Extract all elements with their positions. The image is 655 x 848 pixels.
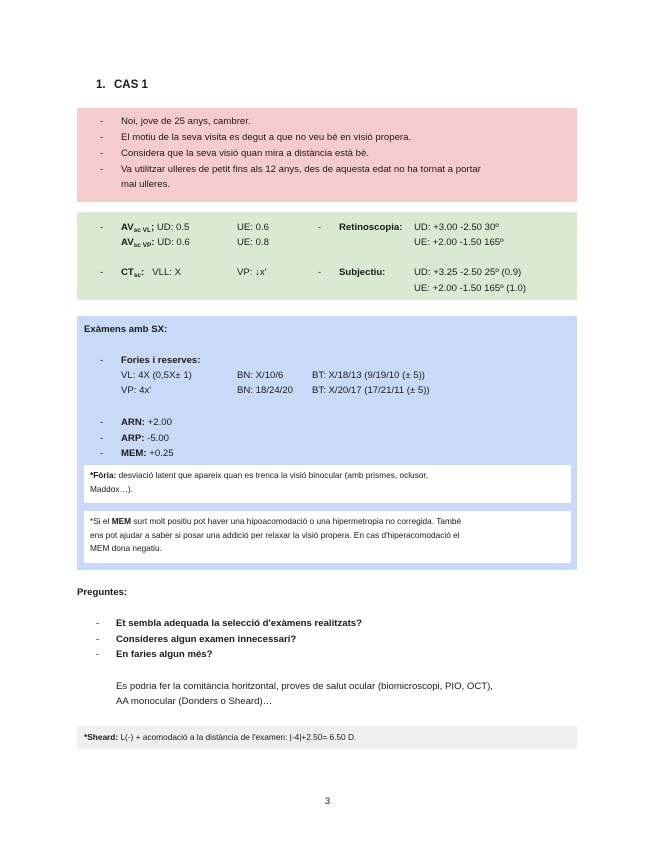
fories-vp-bn: BN: 18/24/20 [237,385,294,396]
section-number: 1. [96,79,106,91]
fories-vl-bn: BN: X/10/6 [237,370,284,381]
subjectiu-label: Subjectiu: [339,267,386,278]
case-line: Va utilitzar ulleres de petit fins als 12 anys, des de aquesta edat no ha tornat a portar [121,164,481,175]
av-vp-ue: UE: 0.8 [237,237,269,248]
ct-vp: VP: ↓x' [237,267,267,278]
mem-row: MEM: +0.25 [121,448,174,459]
fories-vp-bt: BT: X/20/17 (17/21/11 (± 5)) [312,385,430,396]
section-heading [96,79,148,91]
question-item: Et sembla adequada la selecció d'exàmens realitzats? [116,618,362,629]
subjectiu-ud: UD: +3.25 -2.50 25º (0.9) [414,267,522,278]
retinoscopia-label: Retinoscopia: [339,222,403,233]
questions-title: Preguntes: [77,587,128,598]
fories-vl: VL: 4X (0,5X± 1) [121,370,192,381]
question-item: En faries algun més? [116,649,213,660]
case-line: mai ulleres. [121,179,171,190]
ct-row: $CT_{sc}$: VLL: X [121,267,182,279]
answer-line: AA monocular (Donders o Sheard)… [116,696,273,707]
retinoscopia-ud: UD: +3.00 -2.50 30º [414,222,499,233]
av-vl-ue: UE: 0.6 [237,222,269,233]
retinoscopia-ue: UE: +2.00 -1.50 165º [414,237,504,248]
foria-note: *Fòria: desviació latent que apareix quan es trenca la visió binocular (amb prismes, oclusor, Maddox…). [84,465,571,503]
page-number: 3 [324,796,331,807]
answer-line: Es podria fer la comitància horitzontal, proves de salut ocular (biomicroscopi, PIO, OCT), [116,681,493,692]
arp-row: ARP: -5.00 [121,433,169,444]
fories-vl-bt: BT: X/18/13 (9/19/10 (± 5)) [312,370,425,381]
case-line: Noi, jove de 25 anys, cambrer. [121,116,251,127]
fories-vp: VP: 4x' [121,385,152,396]
section-title: CAS 1 [114,79,148,91]
case-line: El motiu de la seva visita es degut a que no veu bé en visió propera. [121,132,412,143]
arn-row: ARN: +2.00 [121,417,172,428]
question-item: Consideres algun examen innecessari? [116,634,297,645]
av-vl-row: $AV_{sc VL}$; UD: 0.5 [121,222,190,234]
case-line: Considera que la seva visió quan mira a distància està bé. [121,148,369,159]
fories-label: Fories i reserves: [121,355,201,366]
subjectiu-ue: UE: +2.00 -1.50 165º (1.0) [414,283,527,294]
av-vp-row: $AV_{sc VP}$: UD: 0.6 [121,237,190,249]
sheard-note: *Sheard: L(-) + acomodació a la distància de l'examen: |-4|+2.50= 6.50 D. [84,732,357,742]
exams-title: Exàmens amb SX: [84,324,168,335]
mem-note: *Si el MEM surt molt positiu pot haver una hipoacomodació o una hipermetropia no corregida. També ens pot ajudar a saber si posar una addició per relaxar la visió propera. En cas d'hiperacomodació el MEM dona negatiu. [84,511,571,563]
